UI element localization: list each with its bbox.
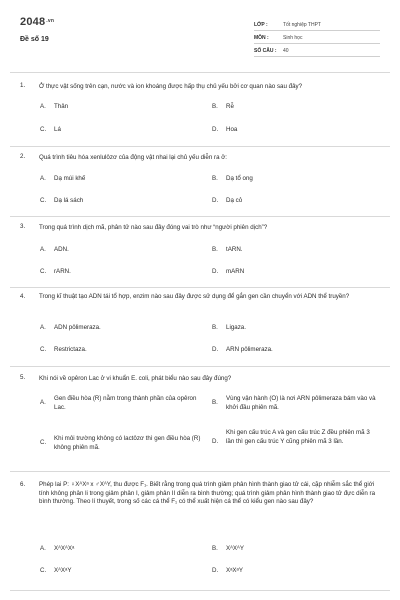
option-a[interactable]: A. XᴬXᴬXᵃ — [40, 545, 75, 552]
option-c[interactable]: C. Dạ lá sách — [40, 197, 84, 204]
divider — [10, 146, 390, 147]
exam-header — [20, 14, 380, 64]
meta-row-class — [254, 18, 380, 31]
meta-value: 40 — [283, 48, 289, 54]
question-text: Quá trình tiêu hóa xenlulôzơ của động vật nhai lại chủ yếu diễn ra ở: — [39, 154, 228, 161]
question-number: 3. — [20, 223, 26, 230]
question-number: 2. — [20, 153, 26, 160]
option-b[interactable]: B. Ligaza. — [212, 324, 246, 331]
option-b[interactable]: B. XᴬXᴬY — [212, 545, 244, 552]
meta-key: MÔN : — [254, 35, 269, 41]
option-d[interactable]: D. ARN pôlimeraza. — [212, 346, 273, 353]
question-number: 4. — [20, 293, 26, 300]
option-a[interactable]: A. Gen điều hòa (R) nằm trong thành phần của opêron Lac. — [40, 395, 197, 411]
question-text: Phép lai P: ♀XᴬXᵃ x ♂XᴬY, thu được F₁. Biết rằng trong quá trình giảm phân hình thành giao tử cái, cặp nhiễm sắc thể giới tính không phân li trong giảm phân I, giảm phân II diễn ra bình thường; quá trình giảm phân hình thành giao tử đực diễn ra bình thường. Theo lí thuyết, trong số các cá thể F₁ có thể xuất hiện cá thể có kiểu gen nào sau đây? — [39, 481, 376, 506]
option-c[interactable]: C. Restrictaza. — [40, 346, 87, 353]
option-c[interactable]: C. rARN. — [40, 268, 71, 275]
meta-value: Sinh học — [283, 35, 303, 41]
option-d[interactable]: D. XᵃXᵃY — [212, 567, 243, 574]
site-logo: $2048^{.vn}$ — [20, 16, 55, 28]
divider — [10, 287, 390, 288]
divider — [10, 216, 390, 217]
option-d[interactable]: D. mARN — [212, 268, 245, 275]
meta-value: Tốt nghiệp THPT — [283, 22, 321, 28]
option-d[interactable]: D. Hoa — [212, 126, 238, 133]
meta-row-question-count — [254, 44, 380, 57]
exam-number: Đề số 19 — [20, 36, 49, 43]
option-a[interactable]: A. ADN pôlimeraza. — [40, 324, 101, 331]
divider — [10, 72, 390, 73]
meta-key: LỚP : — [254, 22, 268, 28]
question-number: 6. — [20, 481, 26, 488]
question-text: Ở thực vật sống trên cạn, nước và ion khoáng được hấp thụ chủ yếu bởi cơ quan nào sau đây? — [39, 83, 303, 90]
option-c[interactable]: C. Khi môi trường không có lactôzơ thì gen điều hòa (R) không phiên mã. — [40, 435, 201, 451]
divider — [10, 471, 390, 472]
option-b[interactable]: B. Dạ tổ ong — [212, 175, 253, 182]
question-text: Trong quá trình dịch mã, phân tử nào sau đây đóng vai trò như “người phiên dịch”? — [39, 224, 268, 231]
option-a[interactable]: A. Thân — [40, 103, 69, 110]
option-c[interactable]: C. XᴬXᵃY — [40, 567, 72, 574]
option-b[interactable]: B. Rễ — [212, 103, 234, 110]
option-d[interactable]: D. Khi gen cấu trúc A và gen cấu trúc Z đều phiên mã 3 lần thì gen cấu trúc Y cũng phiên mã 3 lần. — [212, 429, 370, 445]
option-a[interactable]: A. Dạ múi khế — [40, 175, 86, 182]
option-d[interactable]: D. Dạ cỏ — [212, 197, 243, 204]
question-number: 5. — [20, 374, 26, 381]
divider — [10, 590, 390, 591]
question-text: Khi nói về opêron Lac ở vi khuẩn E. coli, phát biểu nào sau đây đúng? — [39, 375, 232, 382]
meta-row-subject — [254, 31, 380, 44]
option-b[interactable]: B. Vùng vận hành (O) là nơi ARN pôlimeraza bám vào và khởi đầu phiên mã. — [212, 395, 376, 411]
meta-key: SỐ CÂU : — [254, 48, 277, 54]
option-a[interactable]: A. ADN. — [40, 246, 69, 253]
question-text: Trong kĩ thuật tạo ADN tái tổ hợp, enzim nào sau đây được sử dụng để gắn gen cần chuyển với ADN thể truyền? — [39, 293, 350, 300]
option-c[interactable]: C. Lá — [40, 126, 61, 133]
divider — [10, 366, 390, 367]
question-number: 1. — [20, 82, 26, 89]
option-b[interactable]: B. tARN. — [212, 246, 243, 253]
exam-meta-table — [254, 18, 380, 57]
